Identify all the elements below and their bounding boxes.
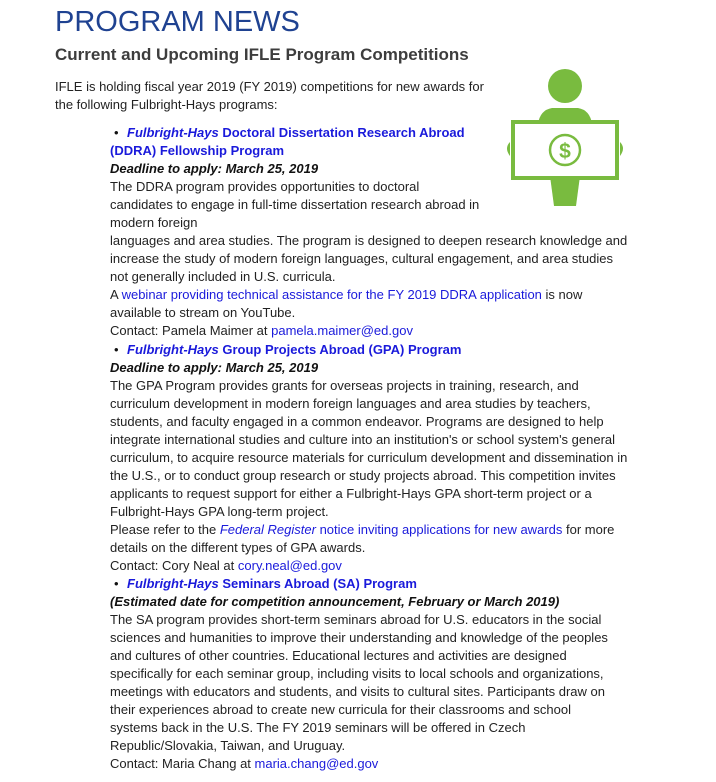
federal-register-text: Federal Register <box>219 522 316 537</box>
bullet-icon: • <box>114 125 119 140</box>
program-item-ddra <box>110 124 630 340</box>
program-name-prefix: Fulbright-Hays <box>127 125 219 140</box>
contact-line <box>110 557 630 575</box>
program-item-gpa <box>110 341 630 575</box>
program-title-link-ddra[interactable] <box>110 124 510 160</box>
deadline-text: Deadline to apply: March 25, 2019 <box>110 161 319 176</box>
resource-suffix: for more details on the different types of GPA awards. <box>110 522 615 555</box>
contact-label: Contact: Pamela Maimer at <box>110 323 272 338</box>
resource-prefix: A <box>110 287 122 302</box>
contact-email-link[interactable]: maria.chang@ed.gov <box>254 756 379 771</box>
program-list <box>55 124 628 340</box>
section-subtitle: Current and Upcoming IFLE Program Competitions <box>55 45 469 64</box>
program-name: Group Projects Abroad (GPA) Program <box>218 342 462 357</box>
contact-email-link[interactable]: pamela.maimer@ed.gov <box>271 323 413 338</box>
contact-label: Contact: Cory Neal at <box>110 558 238 573</box>
contact-line <box>110 755 620 773</box>
contact-label: Contact: Maria Chang at <box>110 756 255 771</box>
program-name: Seminars Abroad (SA) Program <box>218 576 417 591</box>
program-list-sa <box>110 575 620 773</box>
resource-prefix: Please refer to the <box>110 522 220 537</box>
intro-paragraph: IFLE is holding fiscal year 2019 (FY 2019) competitions for new awards for the following Fulbright-Hays programs: <box>55 79 484 112</box>
contact-line <box>110 322 630 340</box>
bullet-icon: • <box>114 576 119 591</box>
resource-line <box>110 286 630 322</box>
program-description: The SA program provides short-term seminars abroad for U.S. educators in the social sciences and humanities to improve their understanding and knowledge of the peoples and cultures of other countries. Educational lectures and activities are designed specifically for each seminar group, including visits to local schools and organizations, meetings with educators and students, and visits to cultural sites. Participants draw on their experiences abroad to create new curricula for their classrooms and school systems back in the U.S. The FY 2019 seminars will be offered in Czech Republic/Slovakia, Taiwan, and Uruguay. <box>110 612 608 753</box>
page-title: PROGRAM NEWS <box>55 6 300 38</box>
notice-link-text: notice inviting applications for new awards <box>315 522 563 537</box>
deadline-text: Deadline to apply: March 25, 2019 <box>110 360 319 375</box>
head-shape <box>548 69 582 103</box>
program-title-link-gpa[interactable] <box>110 341 630 359</box>
program-name: Doctoral Dissertation Research Abroad (DDRA) Fellowship Program <box>110 125 465 158</box>
program-description: The GPA Program provides grants for overseas projects in training, research, and curriculum development in modern foreign languages and area studies by teachers, students, and faculty engaged in a common endeavor. Programs are designed to help integrate international studies and culture into an institution's or school system's general curriculum, to acquire resource materials for curriculum development and dissemination in the U.S., or to conduct group research or study projects abroad. This competition invites applicants to request support for either a Fulbright-Hays GPA short-term project or a Fulbright-Hays GPA long-term project. <box>110 378 628 519</box>
federal-register-notice-link[interactable] <box>220 522 563 537</box>
dollar-sign-icon: $ <box>559 140 571 163</box>
bullet-icon: • <box>114 342 119 357</box>
program-description-part2: languages and area studies. The program is designed to deepen research knowledge and increase the study of modern foreign languages, cultural engagement, and area studies not generally included in U.S. curricula. <box>110 233 628 284</box>
program-description-part1: The DDRA program provides opportunities to doctoral candidates to engage in full-time dissertation research abroad in modern foreign <box>110 179 480 230</box>
program-name-prefix: Fulbright-Hays <box>127 342 219 357</box>
resource-line <box>110 521 630 557</box>
webinar-link[interactable]: webinar providing technical assistance for the FY 2019 DDRA application <box>121 287 542 302</box>
announcement-date-text: (Estimated date for competition announcement, February or March 2019) <box>110 594 560 609</box>
resource-suffix: is now available to stream on YouTube. <box>110 287 583 320</box>
program-item-sa <box>110 575 620 773</box>
contact-email-link[interactable]: cory.neal@ed.gov <box>237 558 342 573</box>
program-title-link-sa[interactable] <box>110 575 620 593</box>
program-list-gpa <box>110 341 630 575</box>
program-name-prefix: Fulbright-Hays <box>127 576 219 591</box>
